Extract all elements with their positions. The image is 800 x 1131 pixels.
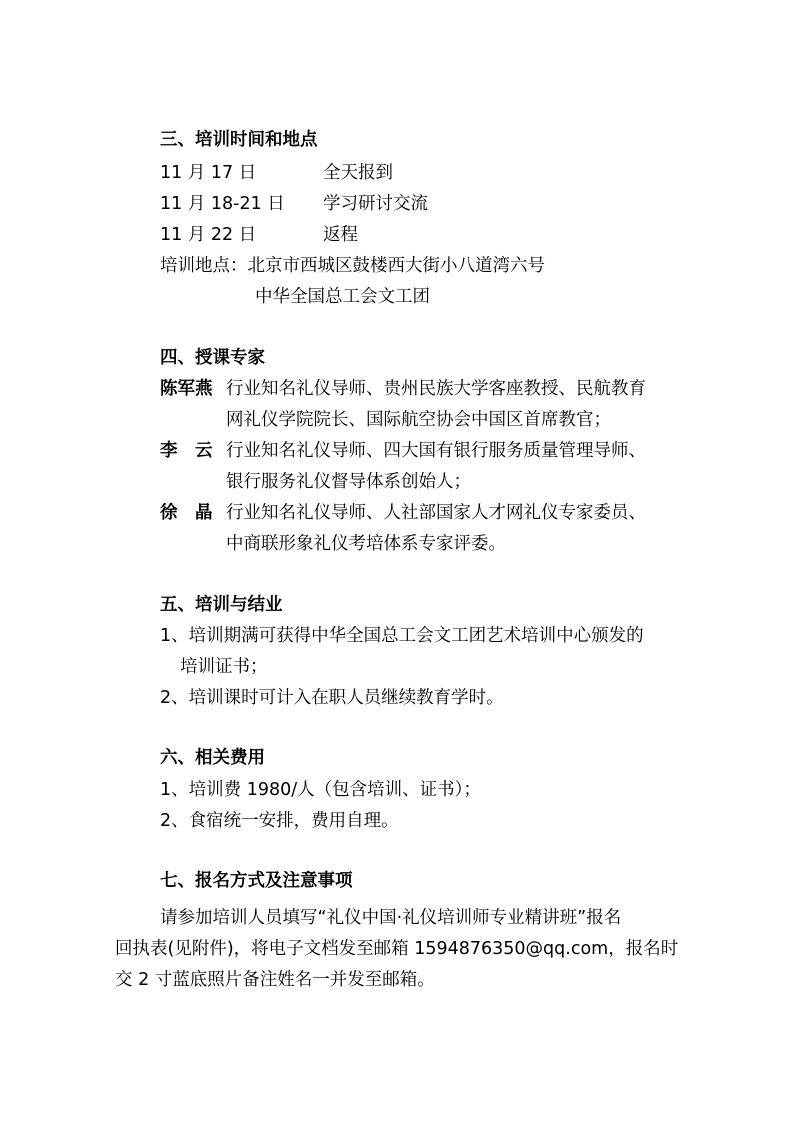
section3-heading: 三、培训时间和地点 [160, 130, 318, 150]
location-organization: 中华全国总工会文工团 [255, 287, 430, 307]
schedule-activity: 返程 [323, 225, 358, 245]
expert-entry [160, 377, 646, 401]
list-item: 1、培训费 1980/人（包含培训、证书）； [160, 780, 481, 800]
location-label: 培训地点： [160, 256, 248, 276]
schedule-activity: 全天报到 [323, 163, 393, 183]
expert-bio: 行业知名礼仪导师、人社部国家人才网礼仪专家委员、 [226, 503, 646, 523]
expert-entry [160, 439, 646, 463]
expert-name: 李 云 [160, 441, 213, 461]
section6-heading: 六、相关费用 [160, 748, 265, 768]
section5-heading: 五、培训与结业 [160, 595, 283, 615]
location-address: 北京市西城区鼓楼西大街小八道湾六号 [247, 256, 545, 276]
schedule-activity: 学习研讨交流 [323, 194, 428, 214]
expert-bio-continued: 银行服务礼仪督导体系创始人； [226, 472, 471, 492]
expert-name: 陈军燕 [160, 379, 213, 399]
expert-bio-continued: 网礼仪学院院长、国际航空协会中国区首席教官； [226, 410, 611, 430]
list-item-continued: 培训证书； [180, 657, 268, 677]
schedule-date: 11 月 22 日 [160, 225, 257, 245]
paragraph-line: 回执表(见附件)，将电子文档发至邮箱 1594876350@qq.com，报名时 [115, 939, 679, 959]
expert-bio-continued: 中商联形象礼仪考培体系专家评委。 [226, 534, 506, 554]
location-line [160, 254, 545, 278]
list-item: 2、食宿统一安排，费用自理。 [160, 811, 399, 831]
expert-bio: 行业知名礼仪导师、四大国有银行服务质量管理导师、 [226, 441, 646, 461]
schedule-date: 11 月 17 日 [160, 163, 257, 183]
expert-bio: 行业知名礼仪导师、贵州民族大学客座教授、民航教育 [226, 379, 646, 399]
section7-heading: 七、报名方式及注意事项 [160, 871, 353, 891]
paragraph-line: 请参加培训人员填写“礼仪中国·礼仪培训师专业精讲班”报名 [160, 908, 622, 928]
expert-name: 徐 晶 [160, 503, 213, 523]
paragraph-line: 交 2 寸蓝底照片备注姓名一并发至邮箱。 [115, 970, 435, 990]
expert-entry [160, 501, 646, 525]
list-item: 2、培训课时可计入在职人员继续教育学时。 [160, 688, 504, 708]
list-item: 1、培训期满可获得中华全国总工会文工团艺术培训中心颁发的 [160, 626, 644, 646]
section4-heading: 四、授课专家 [160, 348, 265, 368]
schedule-date: 11 月 18-21 日 [160, 194, 285, 214]
